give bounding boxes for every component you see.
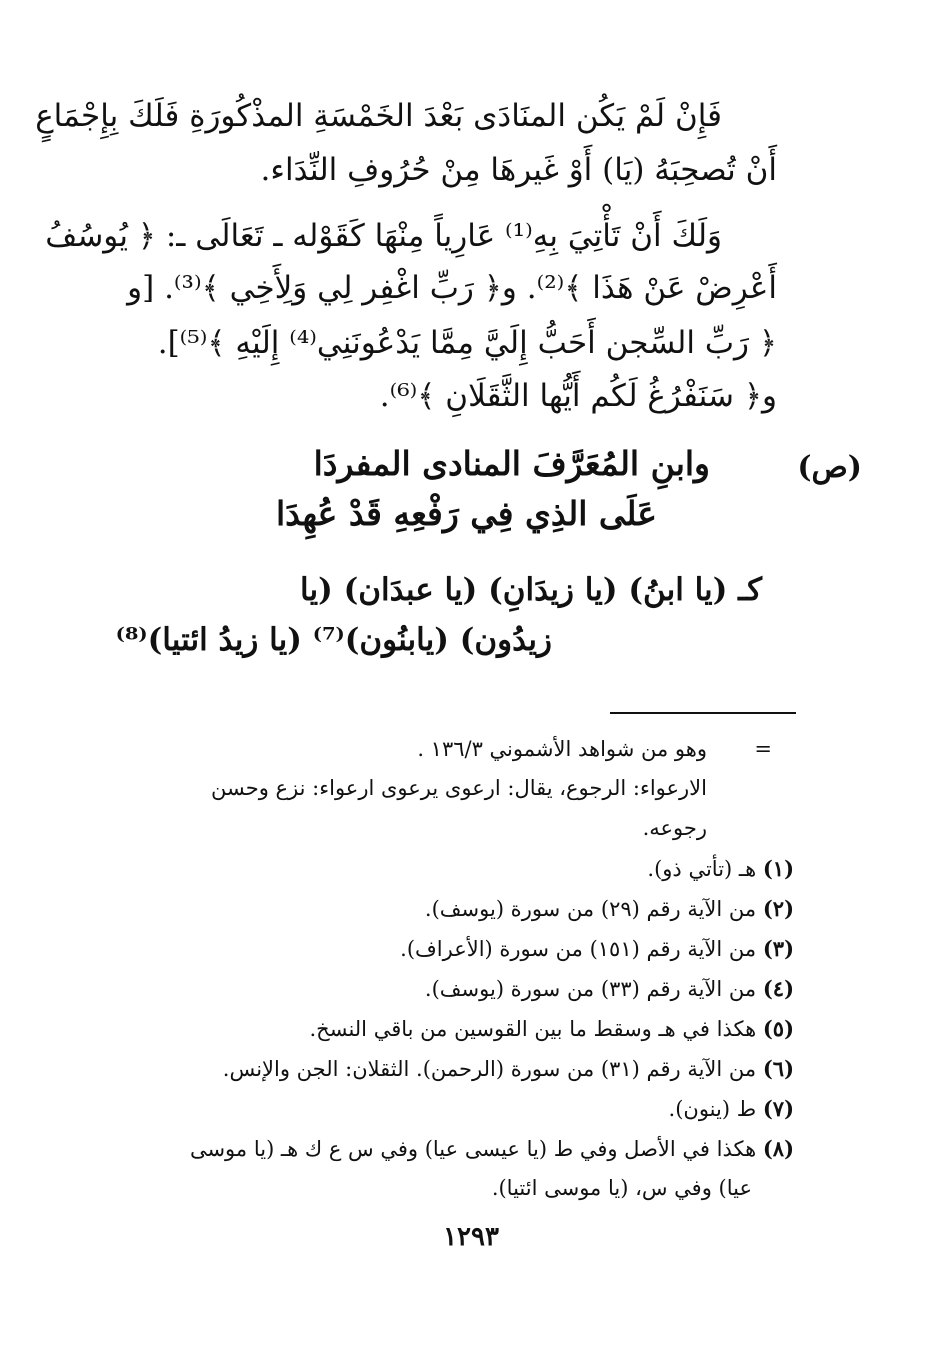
- footnote-7: [669, 1096, 794, 1121]
- footnote-text: هكذا في هـ وسقط ما بين القوسين من باقي النسخ.: [309, 1017, 757, 1041]
- footnote-5: [309, 1016, 794, 1041]
- footnote-8-continuation: عيا) وفي س، (يا موسى ائتيا).: [491, 1176, 752, 1200]
- page-number: ١٢٩٣: [443, 1222, 499, 1252]
- footnote-number: (٧): [762, 1096, 794, 1121]
- footnote-4: [425, 976, 794, 1001]
- footnote-continuation-line1: وهو من شواهد الأشموني ١٣٦/٣ .: [417, 737, 707, 761]
- footnote-text: هكذا في الأصل وفي ط (يا عيسى عيا) وفي س ع ك هـ (يا موسى: [189, 1137, 757, 1161]
- footnote-text: من الآية رقم (١٥١) من سورة (الأعراف).: [400, 937, 757, 961]
- para1-line1: فَإِنْ لَمْ يَكُن المنَادَى بَعْدَ الخَمْسَةِ المذْكُورَةِ فَلَكَ بِإِجْمَاعٍ: [35, 98, 722, 134]
- verse-label: (ص): [797, 450, 862, 485]
- footnote-text: من الآية رقم (٢٩) من سورة (يوسف).: [424, 897, 757, 921]
- example-line2: زيدُون) (يابنُون)⁽⁷⁾ (يا زيدُ ائتيا)⁽⁸⁾: [115, 622, 552, 658]
- footnote-2: [425, 896, 794, 921]
- para2-line3: ﴿ رَبِّ السِّجن أَحَبُّ إِلَيَّ مِمَّا يَدْعُونَنِي⁽⁴⁾ إِلَيْهِ ﴾⁽⁵⁾].: [157, 325, 777, 361]
- footnote-continuation-line3: رجوعه.: [642, 816, 707, 840]
- para2-line1: وَلَكَ أَنْ تَأْتِيَ بِهِ⁽¹⁾ عَارِياً مِنْهَا كَقَوْله ـ تَعَالَى ـ: ﴿ يُوسُفُ: [45, 218, 722, 254]
- footnote-continuation-line2: الارعواء: الرجوع، يقال: ارعوى يرعوى ارعواء: نزع وحسن: [211, 776, 707, 800]
- footnote-number: (٢): [762, 896, 794, 921]
- footnote-number: (٥): [762, 1016, 794, 1041]
- footnote-3: [400, 936, 794, 961]
- verse-line2: عَلَى الذِي فِي رَفْعِهِ قَدْ عُهِدَا: [275, 494, 657, 533]
- footnote-text: من الآية رقم (٣٣) من سورة (يوسف).: [424, 977, 757, 1001]
- footnote-8: [190, 1136, 794, 1161]
- verse-line1: وابنِ المُعَرَّفَ المنادى المفردَا: [313, 444, 710, 483]
- para1-line2: أَنْ تُصحِبَهُ (يَا) أَوْ غَيرهَا مِنْ حُرُوفِ النِّدَاء.: [260, 152, 777, 188]
- footnote-text: هـ (تأتي ذو).: [647, 857, 757, 881]
- footnote-continuation-mark: =: [754, 737, 772, 761]
- footnote-number: (٤): [762, 976, 794, 1001]
- footnote-6: [223, 1056, 794, 1081]
- para2-line2: أَعْرِضْ عَنْ هَذَا ﴾⁽²⁾. و﴿ رَبِّ اغْفِر لِي وَلِأَخِي ﴾⁽³⁾. [و: [127, 270, 777, 306]
- footnote-text: ط (ينون).: [668, 1097, 757, 1121]
- footnote-number: (١): [762, 856, 794, 881]
- footnote-1: [647, 856, 794, 881]
- footnote-text: من الآية رقم (٣١) من سورة (الرحمن). الثقلان: الجن والإنس.: [222, 1057, 757, 1081]
- para2-line4: و﴿ سَنَفْرُغُ لَكُم أَيُّها الثَّقَلَانِ ﴾⁽⁶⁾.: [379, 378, 777, 414]
- footnote-number: (٨): [762, 1136, 794, 1161]
- example-line1: كـ (يا ابنُ) (يا زيدَانِ) (يا عبدَان) (يا: [300, 572, 762, 608]
- footnote-number: (٦): [762, 1056, 794, 1081]
- footnote-number: (٣): [762, 936, 794, 961]
- footnote-separator: [610, 712, 796, 714]
